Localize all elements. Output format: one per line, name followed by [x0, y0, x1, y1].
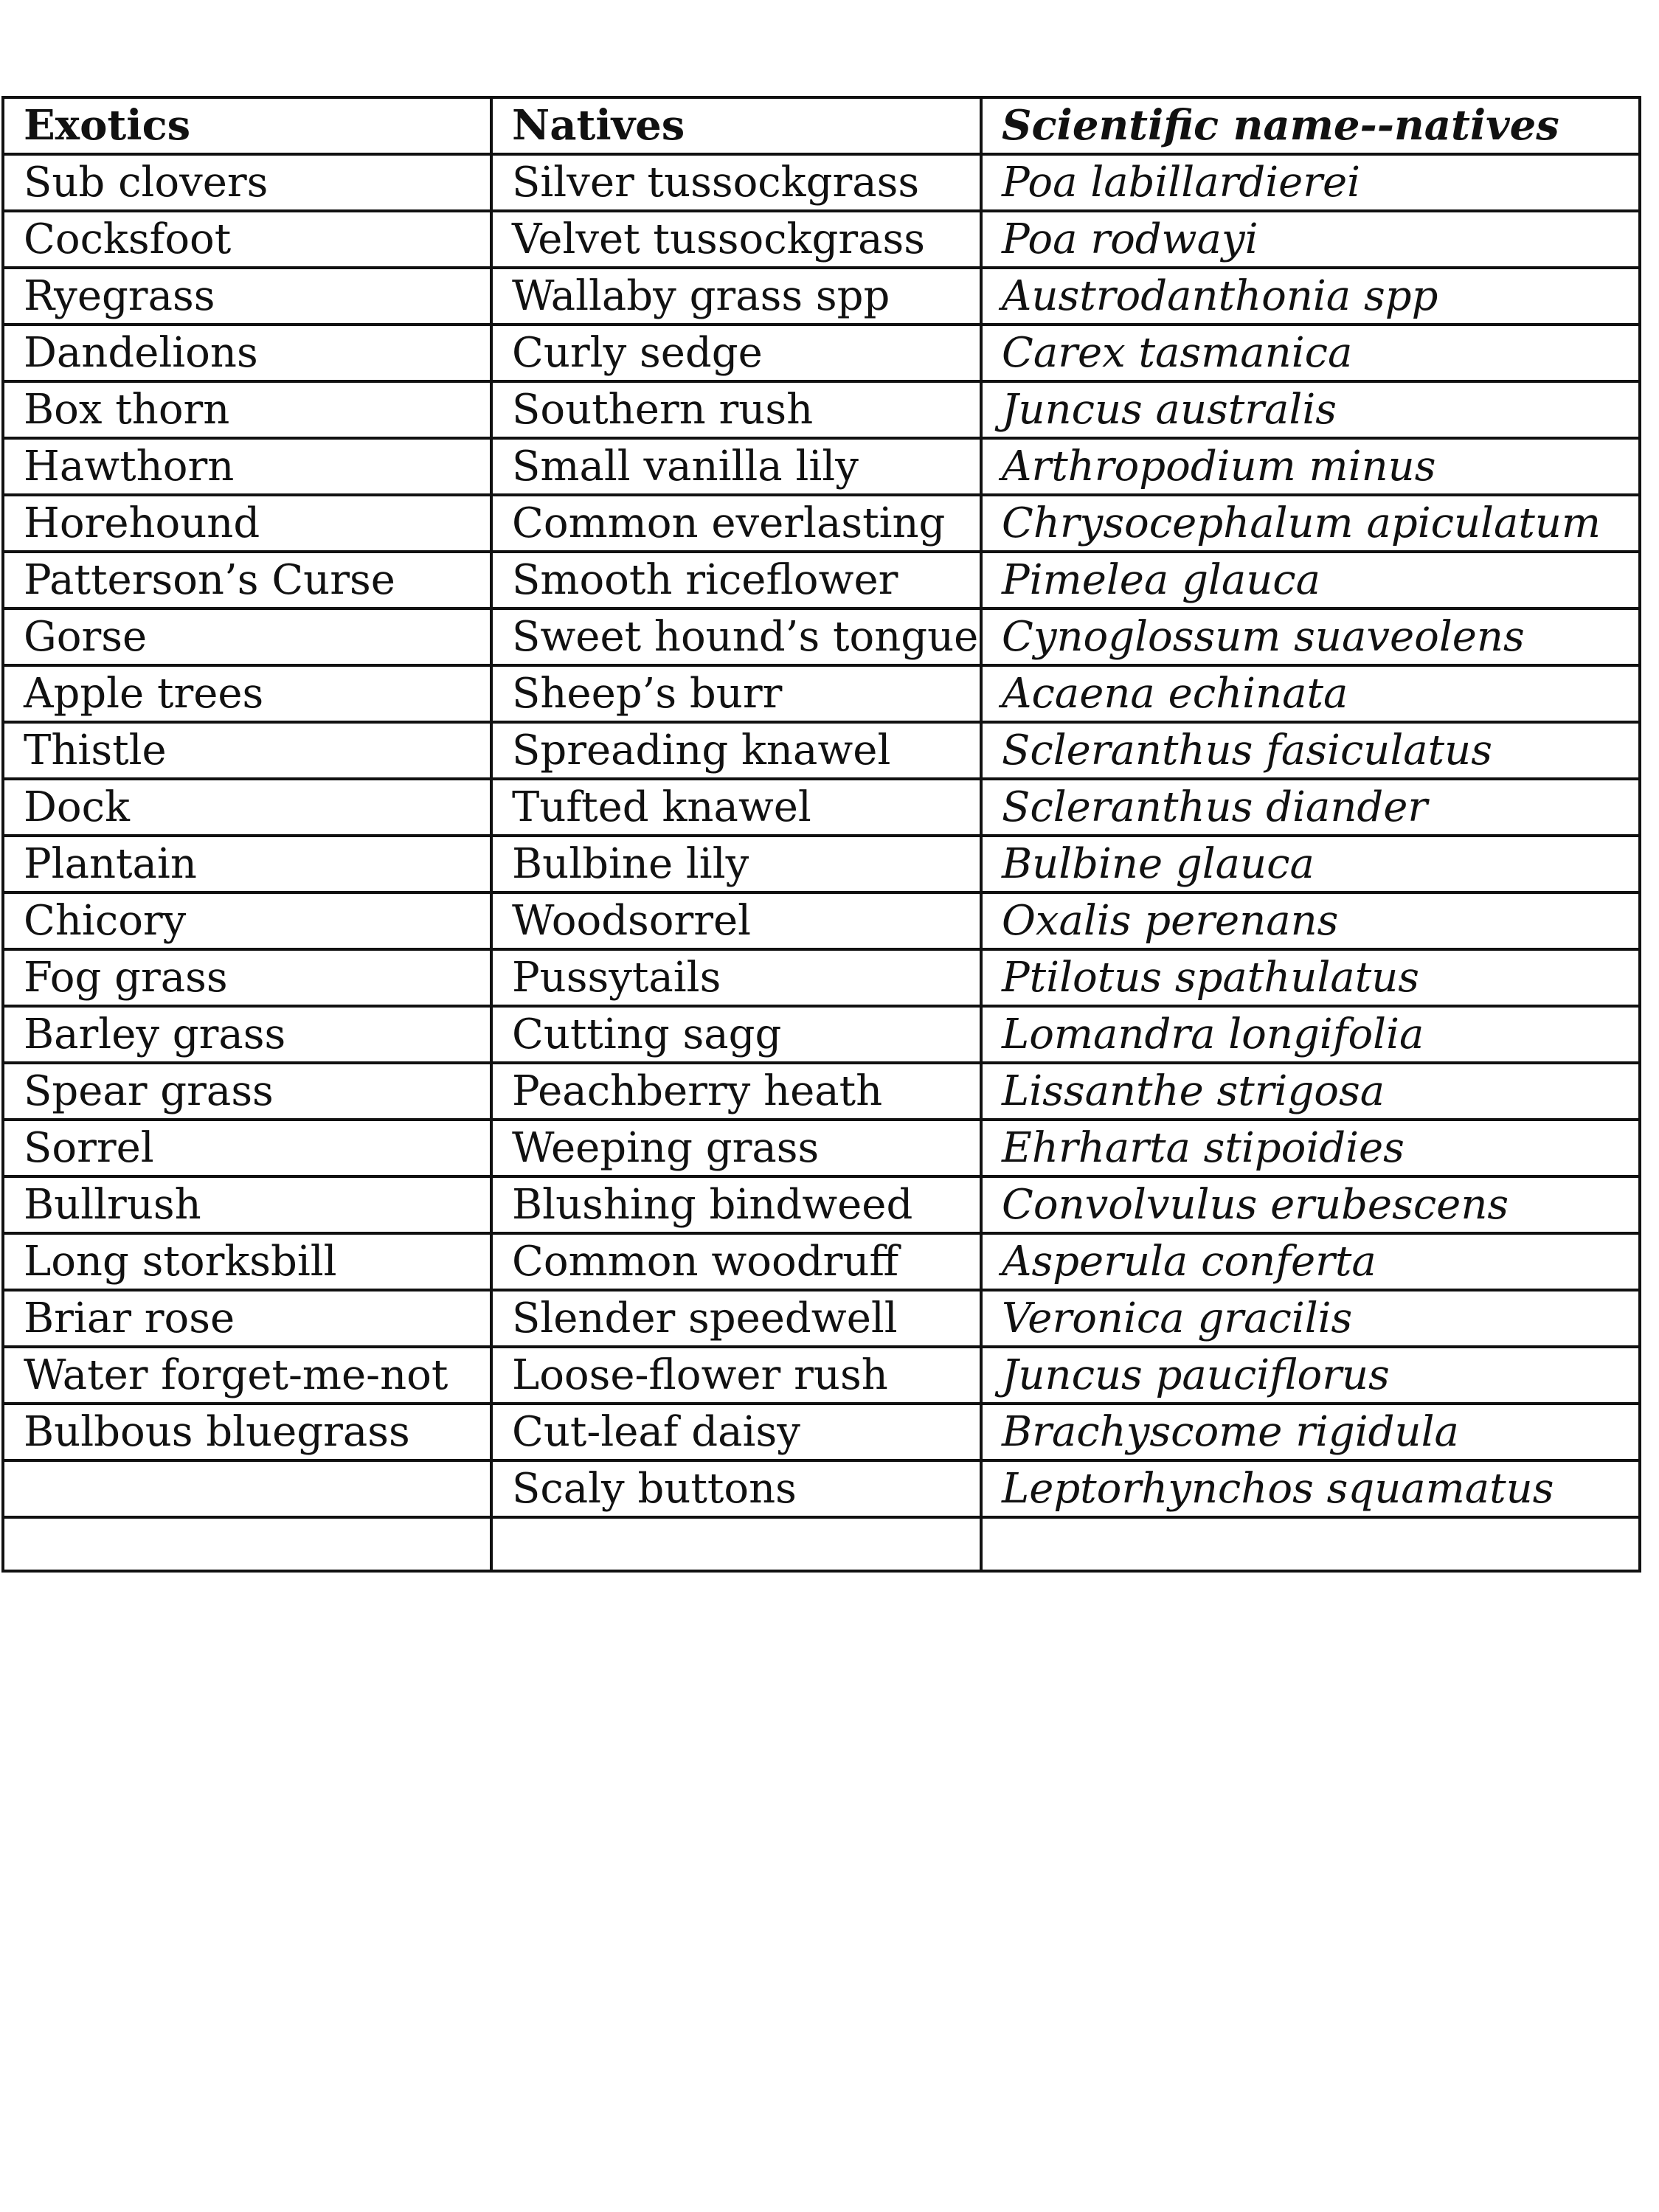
table-row	[3, 325, 1640, 381]
exotic-cell	[3, 1460, 491, 1517]
table-row	[3, 268, 1640, 325]
native-cell: Loose-flower rush	[491, 1347, 981, 1404]
exotic-cell	[3, 1517, 491, 1571]
exotic-cell: Ryegrass	[3, 268, 491, 325]
table-row	[3, 1404, 1640, 1460]
exotic-cell: Dock	[3, 779, 491, 836]
exotic-cell: Thistle	[3, 722, 491, 779]
scientific-name-cell: Veronica gracilis	[981, 1290, 1640, 1347]
table-row	[3, 779, 1640, 836]
scientific-name-cell: Asperula conferta	[981, 1233, 1640, 1290]
native-cell: Silver tussockgrass	[491, 154, 981, 211]
table-row	[3, 154, 1640, 211]
native-cell: Southern rush	[491, 381, 981, 438]
scientific-name-cell: Pimelea glauca	[981, 552, 1640, 609]
exotic-cell: Bulbous bluegrass	[3, 1404, 491, 1460]
table-row	[3, 495, 1640, 552]
native-cell: Peachberry heath	[491, 1063, 981, 1120]
scientific-name-cell: Brachyscome rigidula	[981, 1404, 1640, 1460]
native-cell: Curly sedge	[491, 325, 981, 381]
table-header	[3, 97, 1640, 154]
native-cell: Tufted knawel	[491, 779, 981, 836]
exotic-cell: Dandelions	[3, 325, 491, 381]
native-cell: Pussytails	[491, 949, 981, 1006]
table-row	[3, 836, 1640, 892]
scientific-name-cell: Scleranthus diander	[981, 779, 1640, 836]
exotic-cell: Briar rose	[3, 1290, 491, 1347]
table-row	[3, 1460, 1640, 1517]
exotic-cell: Box thorn	[3, 381, 491, 438]
scientific-name-cell: Juncus pauciflorus	[981, 1347, 1640, 1404]
scientific-name-cell	[981, 1517, 1640, 1571]
exotic-cell: Spear grass	[3, 1063, 491, 1120]
table-row	[3, 1347, 1640, 1404]
table-row	[3, 892, 1640, 949]
native-cell: Common woodruff	[491, 1233, 981, 1290]
exotic-cell: Long storksbill	[3, 1233, 491, 1290]
exotic-cell: Water forget-me-not	[3, 1347, 491, 1404]
scientific-name-cell: Ptilotus spathulatus	[981, 949, 1640, 1006]
exotic-cell: Bullrush	[3, 1176, 491, 1233]
exotic-cell: Horehound	[3, 495, 491, 552]
scientific-name-cell: Austrodanthonia spp	[981, 268, 1640, 325]
native-cell: Cutting sagg	[491, 1006, 981, 1063]
header-row	[3, 97, 1640, 154]
native-cell	[491, 1517, 981, 1571]
scientific-name-cell: Cynoglossum suaveolens	[981, 609, 1640, 665]
table-row	[3, 1290, 1640, 1347]
exotic-cell: Hawthorn	[3, 438, 491, 495]
table-row	[3, 609, 1640, 665]
header-exotics: Exotics	[3, 97, 491, 154]
table-row	[3, 1006, 1640, 1063]
native-cell: Cut-leaf daisy	[491, 1404, 981, 1460]
table-row	[3, 211, 1640, 268]
scientific-name-cell: Acaena echinata	[981, 665, 1640, 722]
table-row	[3, 949, 1640, 1006]
header-scientific-name: Scientific name--natives	[981, 97, 1640, 154]
scientific-name-cell: Convolvulus erubescens	[981, 1176, 1640, 1233]
native-cell: Slender speedwell	[491, 1290, 981, 1347]
table-row	[3, 1063, 1640, 1120]
scientific-name-cell: Lissanthe strigosa	[981, 1063, 1640, 1120]
table-row	[3, 438, 1640, 495]
native-cell: Scaly buttons	[491, 1460, 981, 1517]
native-cell: Wallaby grass spp	[491, 268, 981, 325]
table-row	[3, 381, 1640, 438]
species-table	[1, 96, 1641, 1573]
scientific-name-cell: Chrysocephalum apiculatum	[981, 495, 1640, 552]
scientific-name-cell: Ehrharta stipoidies	[981, 1120, 1640, 1176]
scientific-name-cell: Bulbine glauca	[981, 836, 1640, 892]
exotic-cell: Cocksfoot	[3, 211, 491, 268]
exotic-cell: Chicory	[3, 892, 491, 949]
table-row	[3, 552, 1640, 609]
native-cell: Sheep’s burr	[491, 665, 981, 722]
table-body	[3, 154, 1640, 1571]
exotic-cell: Fog grass	[3, 949, 491, 1006]
table-row	[3, 1176, 1640, 1233]
exotic-cell: Apple trees	[3, 665, 491, 722]
exotic-cell: Plantain	[3, 836, 491, 892]
scientific-name-cell: Poa rodwayi	[981, 211, 1640, 268]
table-row	[3, 1120, 1640, 1176]
native-cell: Velvet tussockgrass	[491, 211, 981, 268]
scientific-name-cell: Poa labillardierei	[981, 154, 1640, 211]
header-natives: Natives	[491, 97, 981, 154]
native-cell: Spreading knawel	[491, 722, 981, 779]
exotic-cell: Barley grass	[3, 1006, 491, 1063]
table-row	[3, 722, 1640, 779]
exotic-cell: Gorse	[3, 609, 491, 665]
native-cell: Common everlasting	[491, 495, 981, 552]
scientific-name-cell: Juncus australis	[981, 381, 1640, 438]
exotic-cell: Sub clovers	[3, 154, 491, 211]
native-cell: Bulbine lily	[491, 836, 981, 892]
native-cell: Weeping grass	[491, 1120, 981, 1176]
native-cell: Small vanilla lily	[491, 438, 981, 495]
exotic-cell: Patterson’s Curse	[3, 552, 491, 609]
native-cell: Smooth riceflower	[491, 552, 981, 609]
scientific-name-cell: Leptorhynchos squamatus	[981, 1460, 1640, 1517]
scientific-name-cell: Scleranthus fasiculatus	[981, 722, 1640, 779]
scientific-name-cell: Lomandra longifolia	[981, 1006, 1640, 1063]
table-row	[3, 1517, 1640, 1571]
native-cell: Woodsorrel	[491, 892, 981, 949]
native-cell: Blushing bindweed	[491, 1176, 981, 1233]
table-row	[3, 1233, 1640, 1290]
scientific-name-cell: Carex tasmanica	[981, 325, 1640, 381]
table-row	[3, 665, 1640, 722]
scientific-name-cell: Arthropodium minus	[981, 438, 1640, 495]
native-cell: Sweet hound’s tongue	[491, 609, 981, 665]
exotic-cell: Sorrel	[3, 1120, 491, 1176]
scientific-name-cell: Oxalis perenans	[981, 892, 1640, 949]
